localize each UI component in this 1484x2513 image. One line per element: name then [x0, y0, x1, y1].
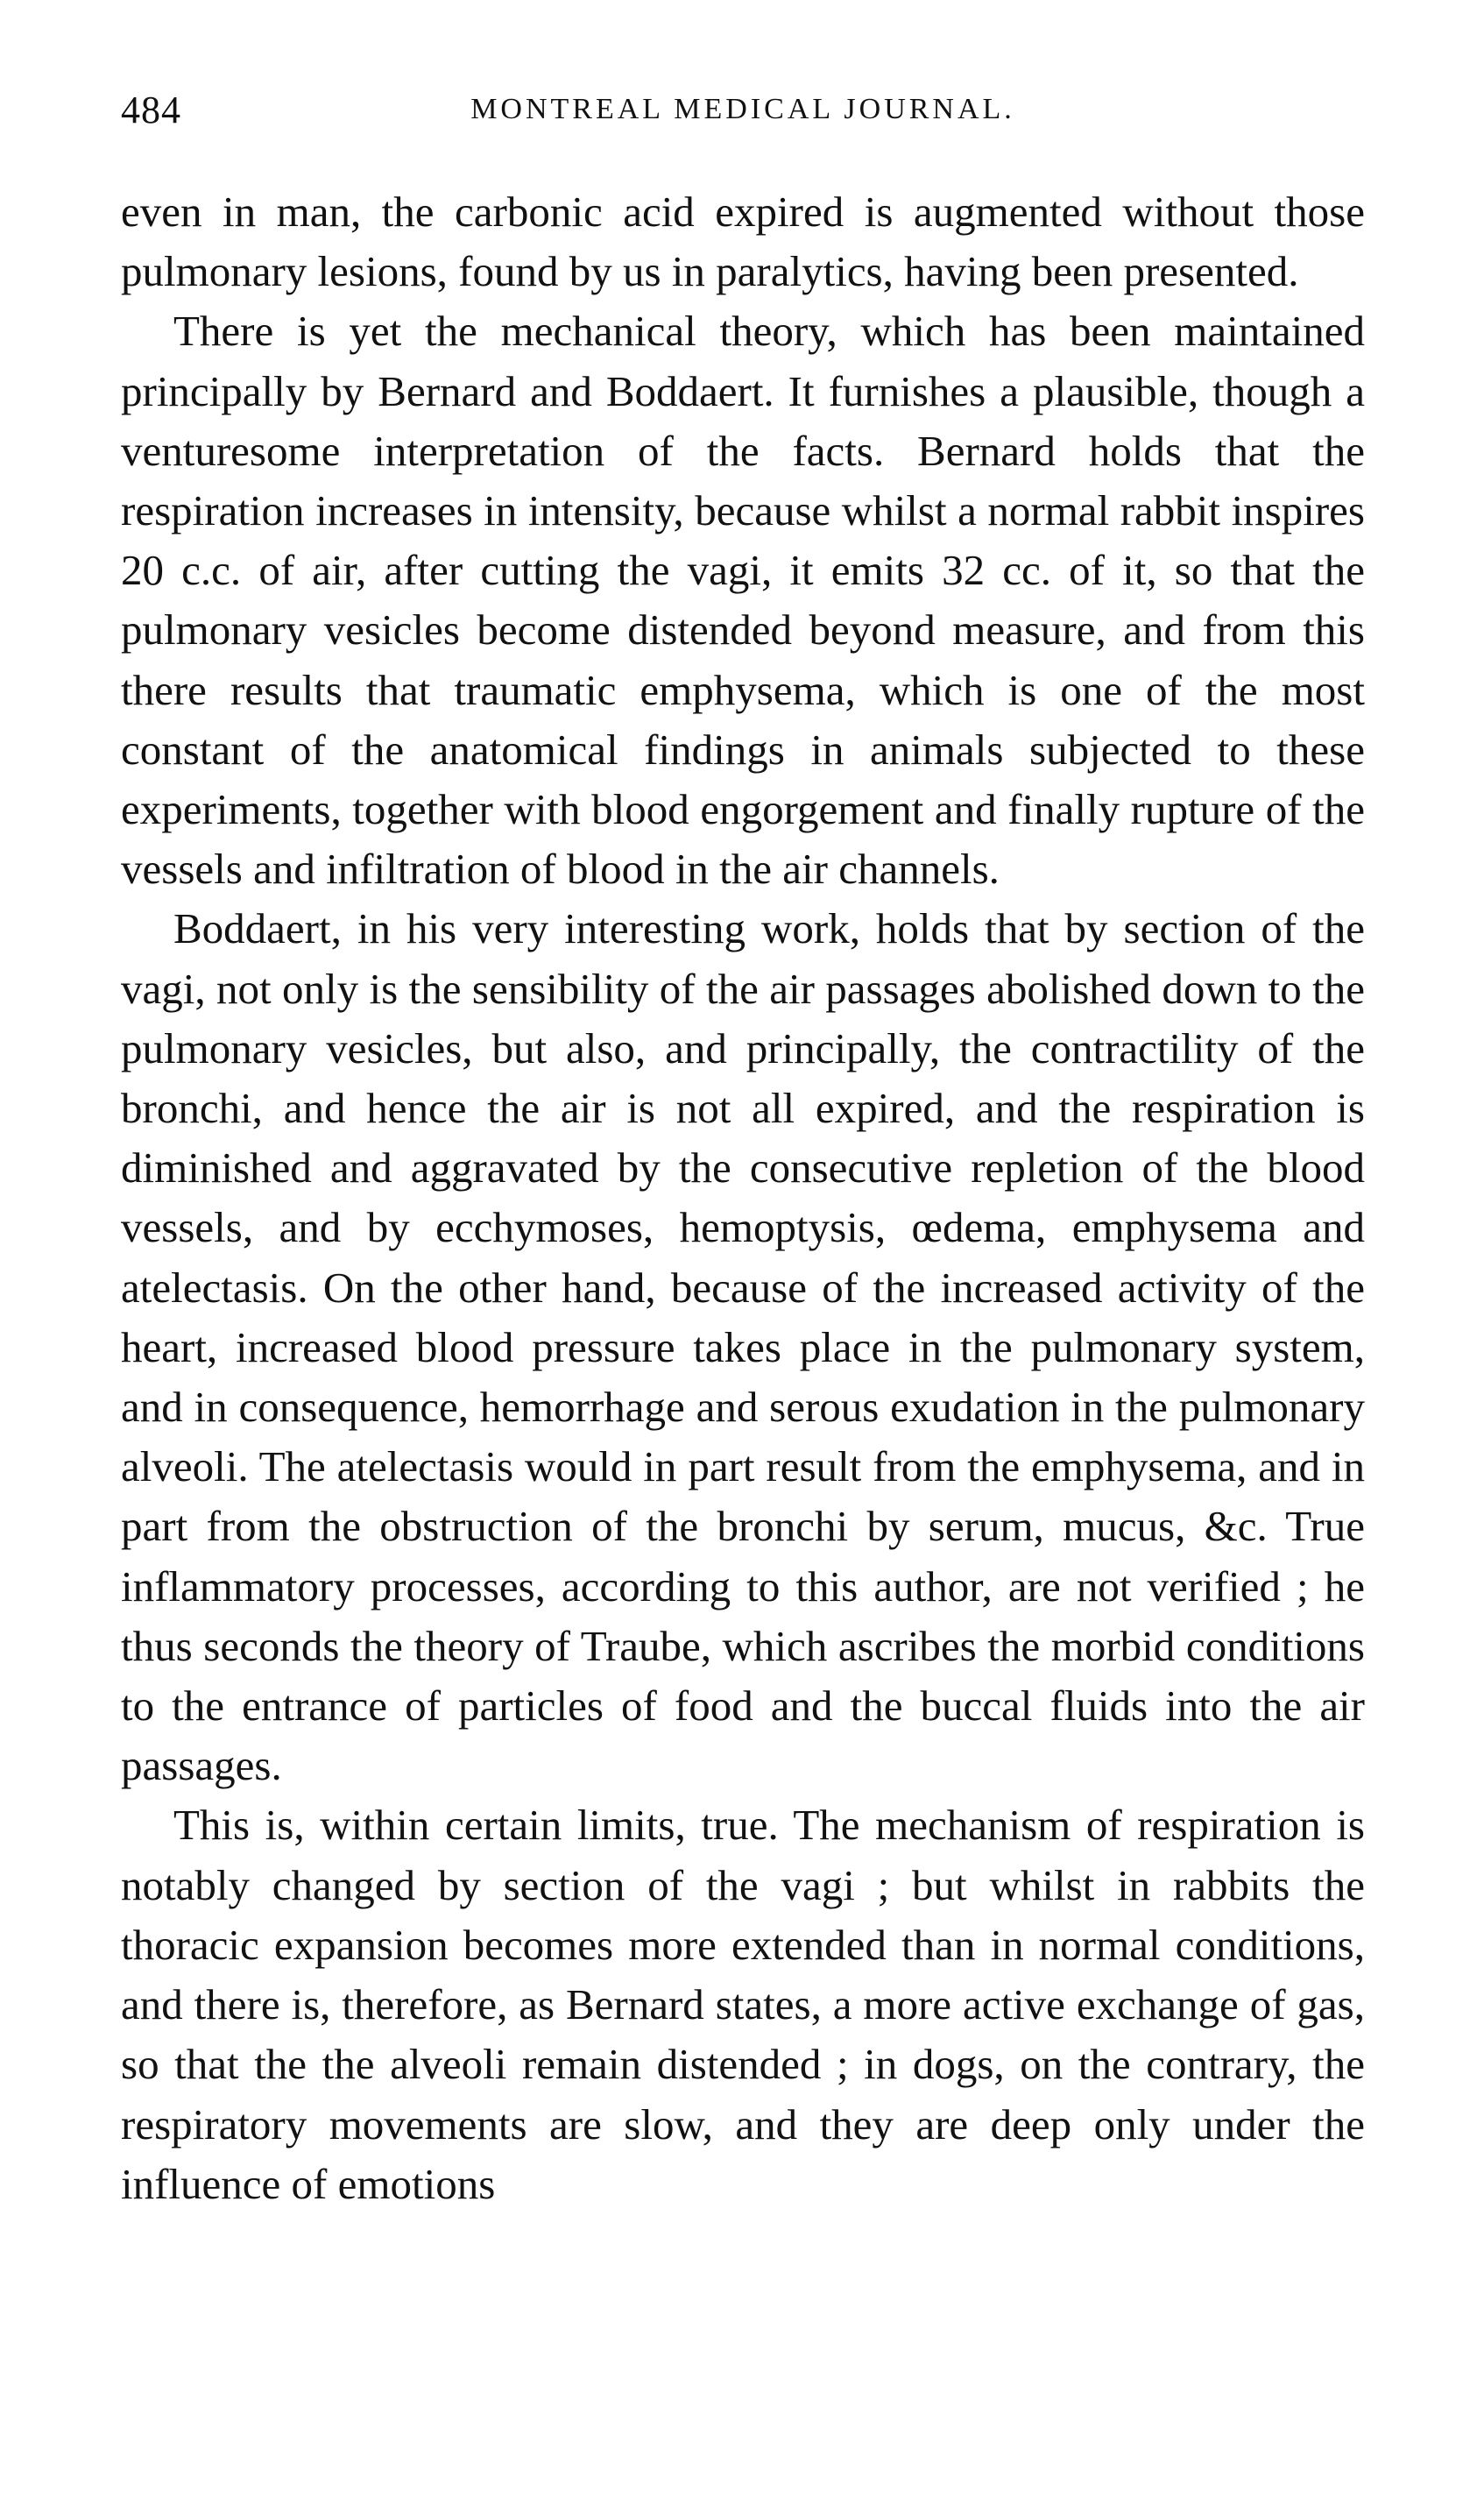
paragraph-mechanical-theory: There is yet the mechanical theory, which has been maintained principally by Bernard and Boddaert. It furnishes a plausible, though a venturesome interpretation of the facts. Bernard holds that the respiration increases in intensity, because whilst a normal rabbit inspires 20 c.c. of air, after cutting the vagi, it emits 32 cc. of it, so that the pulmonary vesicles become distended beyond measure, and from this there results that traumatic emphysema, which is one of the most constant of the anatomical findings in animals subjected to these experiments, together with blood engorgement and finally rupture of the vessels and infiltration of blood in the air channels.	[121, 307, 1365, 894]
journal-title: MONTREAL MEDICAL JOURNAL.	[470, 93, 1015, 125]
page-number: 484	[121, 88, 181, 131]
paragraph-mechanism-respiration: This is, within certain limits, true. The mechanism of respiration is notably changed by section of the vagi ; but whilst in rabbits the thoracic expansion becomes more extended than in normal conditions, and there is, therefore, as Bernard states, a more active exchange of gas, so that the the alveoli remain distended ; in dogs, on the contrary, the respiratory movements are slow, and they are deep only under the influence of emotions	[121, 1801, 1365, 2208]
paragraph-continuation: even in man, the carbonic acid expired is augmented without those pulmonary lesions, found by us in paralytics, having been presented.	[121, 188, 1365, 296]
article-body	[121, 182, 1365, 2214]
paragraph-boddaert: Boddaert, in his very interesting work, holds that by section of the vagi, not only is the sensibility of the air passages abolished down to the pulmonary vesicles, but also, and principally, the contractility of the bronchi, and hence the air is not all expired, and the respiration is diminished and aggravated by the consecutive repletion of the blood vessels, and by ecchymoses, hemoptysis, œdema, emphysema and atelectasis. On the other hand, because of the increased activity of the heart, increased blood pressure takes place in the pulmonary system, and in consequence, hemorrhage and serous exudation in the pulmonary alveoli. The atelectasis would in part result from the emphysema, and in part from the obstruction of the bronchi by serum, mucus, &c. True inflammatory processes, according to this author, are not verified ; he thus seconds the theory of Traube, which ascribes the morbid conditions to the entrance of particles of food and the buccal fluids into the air passages.	[121, 904, 1365, 1790]
running-head	[121, 88, 1365, 140]
